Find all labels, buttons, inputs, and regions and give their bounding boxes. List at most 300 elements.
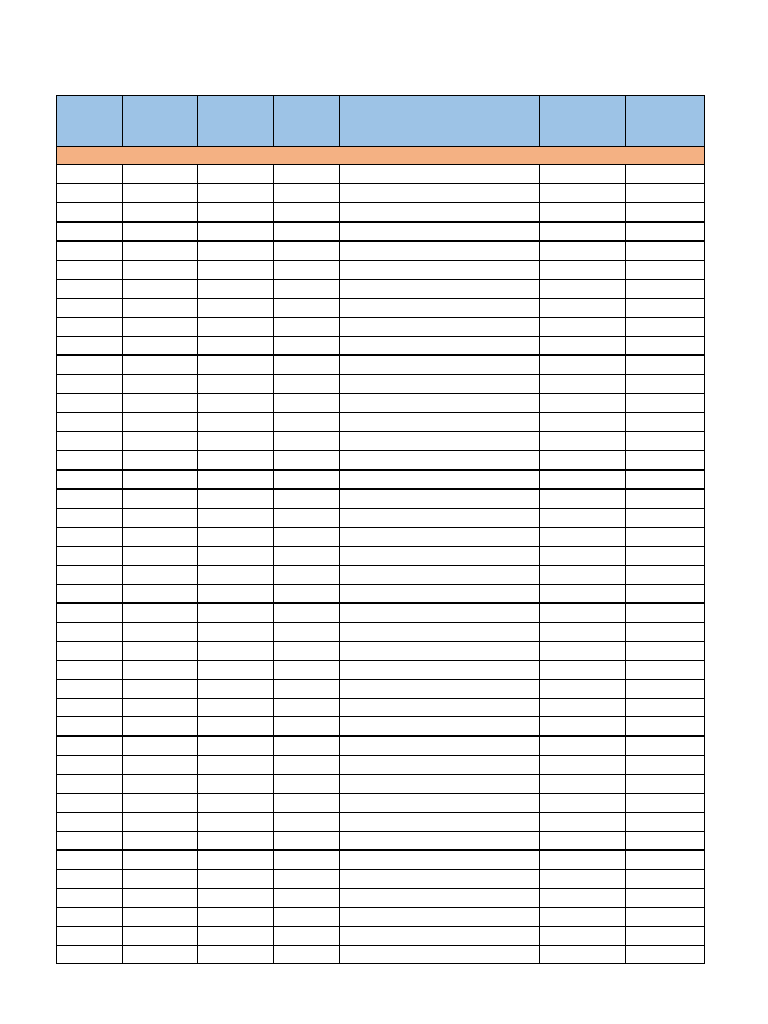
table-cell[interactable] — [274, 394, 340, 413]
table-cell[interactable] — [274, 679, 340, 698]
table-cell[interactable] — [540, 831, 626, 850]
table-cell[interactable] — [123, 793, 198, 812]
table-cell[interactable] — [57, 850, 123, 869]
table-cell[interactable] — [540, 261, 626, 280]
table-cell[interactable] — [123, 565, 198, 584]
table-cell[interactable] — [57, 528, 123, 547]
table-cell[interactable] — [198, 394, 274, 413]
table-cell[interactable] — [198, 528, 274, 547]
table-cell[interactable] — [626, 509, 705, 528]
table-cell[interactable] — [57, 412, 123, 431]
table-cell[interactable] — [626, 945, 705, 964]
table-cell[interactable] — [274, 660, 340, 679]
table-cell[interactable] — [57, 317, 123, 336]
table-cell[interactable] — [340, 850, 540, 869]
table-cell[interactable] — [57, 793, 123, 812]
table-cell[interactable] — [540, 412, 626, 431]
table-cell[interactable] — [57, 584, 123, 603]
table-cell[interactable] — [626, 336, 705, 355]
table-cell[interactable] — [274, 546, 340, 565]
table-cell[interactable] — [57, 202, 123, 221]
table-cell[interactable] — [123, 642, 198, 661]
table-cell[interactable] — [198, 603, 274, 622]
table-cell[interactable] — [57, 546, 123, 565]
table-cell[interactable] — [198, 565, 274, 584]
table-cell[interactable] — [198, 623, 274, 642]
table-cell[interactable] — [274, 165, 340, 184]
table-cell[interactable] — [274, 431, 340, 450]
table-cell[interactable] — [626, 679, 705, 698]
table-cell[interactable] — [340, 642, 540, 661]
table-cell[interactable] — [340, 584, 540, 603]
table-cell[interactable] — [274, 831, 340, 850]
table-cell[interactable] — [626, 394, 705, 413]
table-cell[interactable] — [626, 470, 705, 490]
table-cell[interactable] — [57, 261, 123, 280]
table-cell[interactable] — [198, 736, 274, 755]
table-row — [57, 261, 705, 280]
table-cell[interactable] — [540, 793, 626, 812]
table-cell[interactable] — [57, 394, 123, 413]
table-cell[interactable] — [198, 509, 274, 528]
table-cell[interactable] — [626, 317, 705, 336]
table-cell[interactable] — [540, 850, 626, 869]
table-cell[interactable] — [57, 336, 123, 355]
table-cell[interactable] — [123, 317, 198, 336]
table-cell[interactable] — [540, 698, 626, 717]
table-cell[interactable] — [123, 756, 198, 775]
table-cell[interactable] — [626, 528, 705, 547]
table-cell[interactable] — [198, 889, 274, 908]
table-cell[interactable] — [123, 698, 198, 717]
table-cell[interactable] — [340, 812, 540, 831]
table-cell[interactable] — [340, 394, 540, 413]
table-cell[interactable] — [57, 907, 123, 926]
table-cell[interactable] — [198, 793, 274, 812]
table-cell[interactable] — [540, 660, 626, 679]
table-cell[interactable] — [274, 450, 340, 469]
table-cell[interactable] — [274, 336, 340, 355]
table-cell[interactable] — [340, 698, 540, 717]
table-cell[interactable] — [198, 907, 274, 926]
table-cell[interactable] — [540, 470, 626, 490]
table-cell[interactable] — [198, 945, 274, 964]
table-cell[interactable] — [274, 812, 340, 831]
table-cell[interactable] — [198, 546, 274, 565]
table-cell[interactable] — [274, 222, 340, 242]
table-cell[interactable] — [626, 660, 705, 679]
table-cell[interactable] — [274, 907, 340, 926]
table-cell[interactable] — [198, 642, 274, 661]
table-cell[interactable] — [198, 183, 274, 202]
table-cell[interactable] — [540, 889, 626, 908]
table-cell[interactable] — [626, 793, 705, 812]
table-cell[interactable] — [57, 945, 123, 964]
table-cell[interactable] — [123, 183, 198, 202]
table-cell[interactable] — [540, 317, 626, 336]
table-cell[interactable] — [123, 470, 198, 490]
table-cell[interactable] — [626, 565, 705, 584]
table-cell[interactable] — [57, 470, 123, 490]
table-cell[interactable] — [57, 222, 123, 242]
table-cell[interactable] — [57, 660, 123, 679]
table-cell[interactable] — [340, 470, 540, 490]
table-cell[interactable] — [123, 336, 198, 355]
table-cell[interactable] — [340, 202, 540, 221]
table-cell[interactable] — [540, 907, 626, 926]
table-cell[interactable] — [123, 603, 198, 622]
table-cell[interactable] — [626, 355, 705, 374]
table-cell[interactable] — [540, 280, 626, 299]
table-row — [57, 775, 705, 794]
table-cell[interactable] — [274, 355, 340, 374]
table-cell[interactable] — [274, 756, 340, 775]
table-cell[interactable] — [274, 775, 340, 794]
table-cell[interactable] — [340, 831, 540, 850]
table-cell[interactable] — [540, 565, 626, 584]
table-cell[interactable] — [57, 679, 123, 698]
table-cell[interactable] — [540, 603, 626, 622]
table-cell[interactable] — [274, 717, 340, 736]
table-cell[interactable] — [274, 889, 340, 908]
table-cell[interactable] — [540, 926, 626, 945]
table-row — [57, 280, 705, 299]
table-cell[interactable] — [274, 509, 340, 528]
table-cell[interactable] — [340, 412, 540, 431]
table-cell[interactable] — [123, 812, 198, 831]
table-cell[interactable] — [57, 642, 123, 661]
table-cell[interactable] — [340, 775, 540, 794]
table-cell[interactable] — [540, 717, 626, 736]
table-cell[interactable] — [540, 375, 626, 394]
table-cell[interactable] — [540, 528, 626, 547]
table-cell[interactable] — [198, 679, 274, 698]
table-cell[interactable] — [57, 870, 123, 889]
table-cell[interactable] — [626, 183, 705, 202]
table-cell[interactable] — [198, 280, 274, 299]
table-cell[interactable] — [123, 375, 198, 394]
table-cell[interactable] — [340, 489, 540, 508]
table-cell[interactable] — [198, 812, 274, 831]
table-cell[interactable] — [626, 907, 705, 926]
table-cell[interactable] — [340, 317, 540, 336]
table-cell[interactable] — [274, 261, 340, 280]
table-cell[interactable] — [540, 431, 626, 450]
table-cell[interactable] — [626, 812, 705, 831]
table-row — [57, 183, 705, 202]
table-cell[interactable] — [540, 736, 626, 755]
table-cell[interactable] — [123, 489, 198, 508]
table-cell[interactable] — [540, 355, 626, 374]
table-cell[interactable] — [626, 717, 705, 736]
table-cell[interactable] — [123, 623, 198, 642]
table-cell[interactable] — [274, 241, 340, 260]
table-cell[interactable] — [123, 450, 198, 469]
table-cell[interactable] — [340, 183, 540, 202]
table-cell[interactable] — [57, 889, 123, 908]
table-cell[interactable] — [626, 775, 705, 794]
table-cell[interactable] — [198, 756, 274, 775]
table-cell[interactable] — [57, 450, 123, 469]
table-cell[interactable] — [274, 584, 340, 603]
table-cell[interactable] — [626, 546, 705, 565]
table-cell[interactable] — [540, 394, 626, 413]
table-cell[interactable] — [123, 280, 198, 299]
table-cell[interactable] — [198, 489, 274, 508]
table-cell[interactable] — [540, 202, 626, 221]
table-cell[interactable] — [540, 241, 626, 260]
table-cell[interactable] — [198, 412, 274, 431]
table-cell[interactable] — [123, 261, 198, 280]
table-cell[interactable] — [123, 775, 198, 794]
table-cell[interactable] — [626, 241, 705, 260]
table-row — [57, 565, 705, 584]
table-cell[interactable] — [198, 222, 274, 242]
table-cell[interactable] — [198, 317, 274, 336]
table-cell[interactable] — [340, 546, 540, 565]
table-cell[interactable] — [57, 698, 123, 717]
table-cell[interactable] — [198, 298, 274, 317]
table-cell[interactable] — [274, 698, 340, 717]
table-cell[interactable] — [540, 509, 626, 528]
table-cell[interactable] — [123, 222, 198, 242]
table-cell[interactable] — [274, 280, 340, 299]
table-cell[interactable] — [123, 907, 198, 926]
table-cell[interactable] — [540, 812, 626, 831]
table-cell[interactable] — [626, 756, 705, 775]
table-cell[interactable] — [626, 450, 705, 469]
table-cell[interactable] — [198, 584, 274, 603]
table-cell[interactable] — [57, 736, 123, 755]
table-cell[interactable] — [340, 603, 540, 622]
table-cell[interactable] — [57, 298, 123, 317]
table-cell[interactable] — [274, 470, 340, 490]
table-cell[interactable] — [274, 623, 340, 642]
table-cell[interactable] — [57, 812, 123, 831]
table-cell[interactable] — [198, 261, 274, 280]
table-cell[interactable] — [57, 355, 123, 374]
table-cell[interactable] — [274, 183, 340, 202]
table-cell[interactable] — [626, 889, 705, 908]
table-cell[interactable] — [57, 623, 123, 642]
table-cell[interactable] — [198, 375, 274, 394]
table-cell[interactable] — [340, 623, 540, 642]
table-cell[interactable] — [540, 775, 626, 794]
table-cell[interactable] — [57, 603, 123, 622]
table-cell[interactable] — [340, 756, 540, 775]
table-cell[interactable] — [340, 679, 540, 698]
table-cell[interactable] — [57, 565, 123, 584]
table-cell[interactable] — [198, 165, 274, 184]
table-cell[interactable] — [340, 241, 540, 260]
table-cell[interactable] — [123, 945, 198, 964]
table-cell[interactable] — [340, 889, 540, 908]
table-cell[interactable] — [123, 528, 198, 547]
table-cell[interactable] — [274, 870, 340, 889]
table-cell[interactable] — [123, 202, 198, 221]
table-cell[interactable] — [123, 394, 198, 413]
table-cell[interactable] — [274, 926, 340, 945]
table-cell[interactable] — [540, 336, 626, 355]
table-cell[interactable] — [626, 375, 705, 394]
table-cell[interactable] — [198, 775, 274, 794]
table-cell[interactable] — [626, 222, 705, 242]
table-cell[interactable] — [123, 298, 198, 317]
table-cell[interactable] — [540, 165, 626, 184]
table-cell[interactable] — [274, 412, 340, 431]
table-cell[interactable] — [57, 756, 123, 775]
table-cell[interactable] — [626, 412, 705, 431]
table-cell[interactable] — [540, 298, 626, 317]
table-cell[interactable] — [626, 489, 705, 508]
table-cell[interactable] — [540, 584, 626, 603]
table-cell[interactable] — [274, 528, 340, 547]
table-cell[interactable] — [340, 907, 540, 926]
table-cell[interactable] — [340, 660, 540, 679]
table-cell[interactable] — [57, 375, 123, 394]
table-cell[interactable] — [540, 489, 626, 508]
table-cell[interactable] — [540, 222, 626, 242]
table-cell[interactable] — [340, 926, 540, 945]
table-cell[interactable] — [540, 945, 626, 964]
table-cell[interactable] — [123, 679, 198, 698]
table-cell[interactable] — [123, 241, 198, 260]
table-cell[interactable] — [626, 926, 705, 945]
table-cell[interactable] — [340, 280, 540, 299]
table-cell[interactable] — [540, 450, 626, 469]
table-cell[interactable] — [540, 870, 626, 889]
table-cell[interactable] — [340, 431, 540, 450]
table-cell[interactable] — [57, 926, 123, 945]
table-cell[interactable] — [274, 642, 340, 661]
table-cell[interactable] — [340, 870, 540, 889]
table-cell[interactable] — [123, 546, 198, 565]
table-cell[interactable] — [198, 431, 274, 450]
table-cell[interactable] — [626, 584, 705, 603]
table-cell[interactable] — [57, 165, 123, 184]
table-cell[interactable] — [340, 945, 540, 964]
table-cell[interactable] — [123, 736, 198, 755]
table-cell[interactable] — [340, 375, 540, 394]
table-cell[interactable] — [198, 926, 274, 945]
table-cell[interactable] — [57, 831, 123, 850]
table-cell[interactable] — [123, 660, 198, 679]
table-cell[interactable] — [340, 528, 540, 547]
table-cell[interactable] — [626, 261, 705, 280]
table-cell[interactable] — [57, 431, 123, 450]
table-cell[interactable] — [626, 298, 705, 317]
table-cell[interactable] — [626, 603, 705, 622]
table-cell[interactable] — [123, 831, 198, 850]
table-cell[interactable] — [123, 165, 198, 184]
table-cell[interactable] — [198, 831, 274, 850]
table-cell[interactable] — [626, 870, 705, 889]
table-cell[interactable] — [123, 509, 198, 528]
table-cell[interactable] — [340, 165, 540, 184]
table-cell[interactable] — [626, 202, 705, 221]
table-cell[interactable] — [274, 202, 340, 221]
table-cell[interactable] — [540, 679, 626, 698]
table-cell[interactable] — [274, 565, 340, 584]
table-cell[interactable] — [540, 183, 626, 202]
table-cell[interactable] — [198, 717, 274, 736]
table-cell[interactable] — [340, 336, 540, 355]
table-cell[interactable] — [540, 623, 626, 642]
table-cell[interactable] — [626, 623, 705, 642]
table-cell[interactable] — [198, 850, 274, 869]
table-cell[interactable] — [340, 355, 540, 374]
table-cell[interactable] — [626, 431, 705, 450]
table-cell[interactable] — [123, 926, 198, 945]
table-cell[interactable] — [626, 698, 705, 717]
table-cell[interactable] — [274, 736, 340, 755]
table-cell[interactable] — [340, 261, 540, 280]
table-cell[interactable] — [274, 603, 340, 622]
table-cell[interactable] — [123, 850, 198, 869]
table-cell[interactable] — [540, 756, 626, 775]
table-cell[interactable] — [57, 775, 123, 794]
table-cell[interactable] — [57, 183, 123, 202]
table-cell[interactable] — [274, 945, 340, 964]
table-cell[interactable] — [198, 450, 274, 469]
table-cell[interactable] — [198, 241, 274, 260]
table-cell[interactable] — [340, 222, 540, 242]
table-cell[interactable] — [340, 509, 540, 528]
table-cell[interactable] — [626, 280, 705, 299]
table-cell[interactable] — [198, 470, 274, 490]
table-cell[interactable] — [274, 317, 340, 336]
table-cell[interactable] — [626, 831, 705, 850]
table-cell[interactable] — [123, 412, 198, 431]
table-cell[interactable] — [340, 717, 540, 736]
table-cell[interactable] — [540, 642, 626, 661]
table-cell[interactable] — [198, 660, 274, 679]
table-cell[interactable] — [274, 793, 340, 812]
table-cell[interactable] — [626, 736, 705, 755]
table-cell[interactable] — [340, 793, 540, 812]
table-cell[interactable] — [626, 165, 705, 184]
table-cell[interactable] — [57, 489, 123, 508]
table-cell[interactable] — [274, 850, 340, 869]
table-cell[interactable] — [540, 546, 626, 565]
table-cell[interactable] — [626, 642, 705, 661]
table-cell[interactable] — [57, 280, 123, 299]
table-row — [57, 470, 705, 490]
table-cell[interactable] — [340, 565, 540, 584]
table-cell[interactable] — [340, 450, 540, 469]
table-cell[interactable] — [123, 355, 198, 374]
table-cell[interactable] — [123, 431, 198, 450]
table-cell[interactable] — [340, 298, 540, 317]
table-cell[interactable] — [198, 202, 274, 221]
table-cell[interactable] — [340, 736, 540, 755]
table-cell[interactable] — [57, 717, 123, 736]
table-cell[interactable] — [123, 717, 198, 736]
table-cell[interactable] — [123, 870, 198, 889]
table-cell[interactable] — [198, 336, 274, 355]
table-cell[interactable] — [198, 355, 274, 374]
table-cell[interactable] — [198, 870, 274, 889]
table-cell[interactable] — [274, 375, 340, 394]
table-cell[interactable] — [198, 698, 274, 717]
table-cell[interactable] — [57, 509, 123, 528]
table-cell[interactable] — [274, 489, 340, 508]
table-cell[interactable] — [123, 584, 198, 603]
table-cell[interactable] — [57, 241, 123, 260]
table-cell[interactable] — [626, 850, 705, 869]
table-cell[interactable] — [123, 889, 198, 908]
table-cell[interactable] — [274, 298, 340, 317]
